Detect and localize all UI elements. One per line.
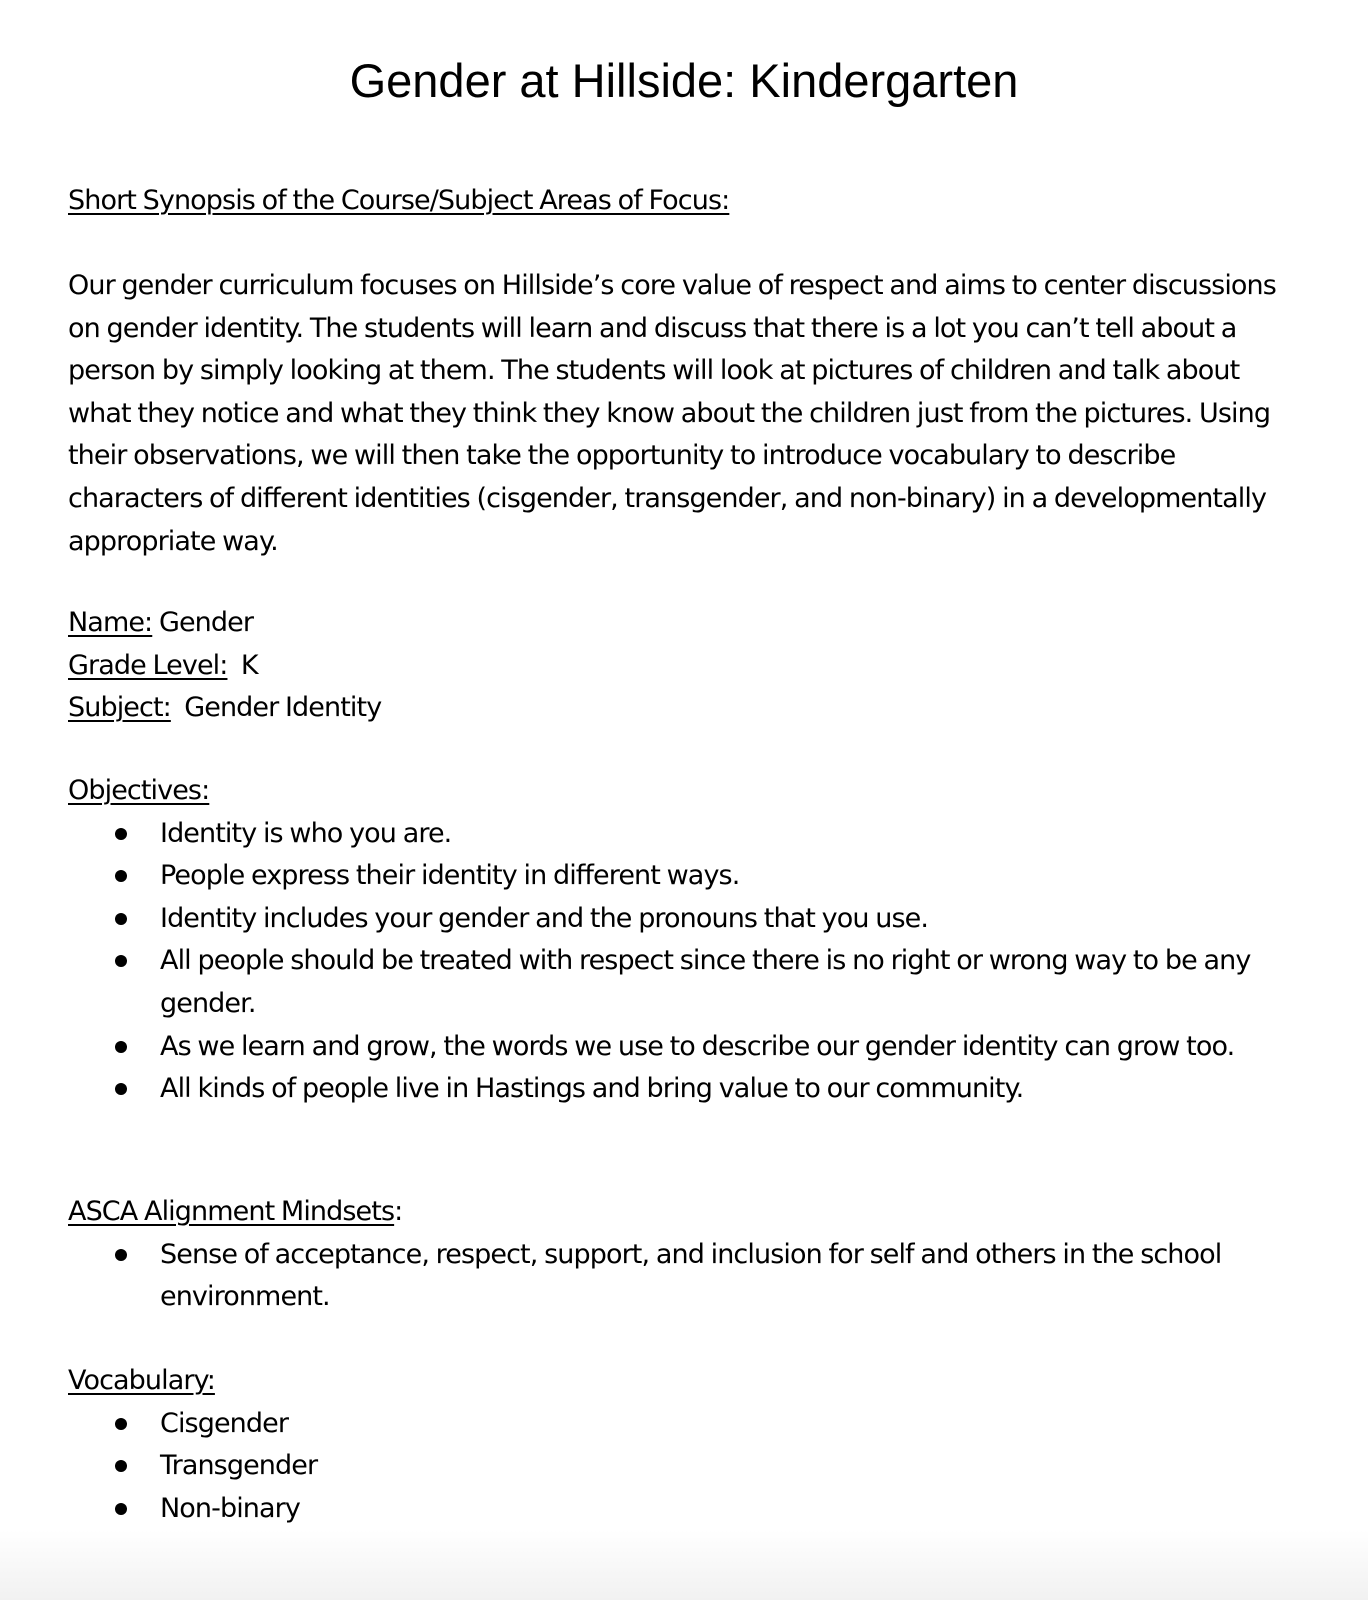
objectives-section [68, 770, 1298, 1111]
field-grade-level-label: Grade Level: [68, 649, 228, 681]
objective-text: As we learn and grow, the words we use to describe our gender identity can grow too. [160, 1030, 1235, 1062]
asca-item [68, 1234, 1280, 1319]
bullet-icon [115, 1249, 127, 1261]
course-fields [68, 602, 1298, 730]
vocabulary-term: Transgender [160, 1450, 318, 1482]
bullet-icon [115, 828, 127, 840]
asca-text: Sense of acceptance, respect, support, and inclusion for self and others in the school environment. [160, 1238, 1222, 1313]
bullet-icon [115, 1083, 127, 1095]
vocabulary-item [68, 1488, 1280, 1531]
objective-text: All people should be treated with respect since there is no right or wrong way to be any gender. [160, 945, 1251, 1019]
asca-heading-colon: : [394, 1196, 403, 1227]
asca-section [68, 1191, 1298, 1319]
synopsis-body [68, 265, 1298, 563]
bullet-icon [115, 955, 127, 967]
objective-item [68, 855, 1280, 898]
bullet-icon [115, 913, 127, 925]
objective-text: Identity is who you are. [160, 817, 452, 849]
field-name-label: Name: [68, 607, 153, 638]
field-subject-value: Gender Identity [184, 692, 382, 724]
objective-item [68, 898, 1280, 941]
vocabulary-term: Cisgender [160, 1407, 289, 1439]
field-subject [68, 687, 1298, 730]
vocabulary-item [68, 1403, 1280, 1446]
objective-text: People express their identity in different ways. [160, 860, 740, 892]
objective-item [68, 940, 1280, 1025]
vocabulary-heading: Vocabulary: [68, 1365, 215, 1396]
objective-item [68, 1026, 1280, 1069]
asca-list [68, 1234, 1298, 1319]
objectives-heading: Objectives: [68, 775, 210, 806]
vocabulary-term: Non-binary [160, 1492, 300, 1524]
page-bottom-shadow [0, 1530, 1368, 1600]
bullet-icon [115, 1418, 127, 1430]
document-title: Gender at Hillside: Kindergarten [349, 54, 1019, 107]
synopsis-section [68, 180, 1298, 223]
bullet-icon [115, 870, 127, 882]
bullet-icon [115, 1460, 127, 1472]
objective-item [68, 1068, 1280, 1111]
field-name [68, 602, 1298, 645]
field-name-value: Gender [158, 607, 254, 638]
field-grade-level [68, 645, 1298, 688]
bullet-icon [115, 1503, 127, 1515]
asca-heading: ASCA Alignment Mindsets [68, 1196, 395, 1227]
field-subject-label: Subject: [68, 692, 171, 724]
field-grade-level-value: K [240, 649, 258, 681]
vocabulary-section [68, 1360, 1298, 1530]
vocabulary-list [68, 1403, 1298, 1531]
objectives-list [68, 813, 1298, 1111]
objective-text: All kinds of people live in Hastings and bring value to our community. [160, 1073, 1024, 1105]
vocabulary-item [68, 1445, 1280, 1488]
synopsis-paragraph: Our gender curriculum focuses on Hillside’s core value of respect and aims to center discussions on gender identity. The students will learn and discuss that there is a lot you can’t tell about a person by simply looking at them. The students will look at pictures of children and talk about what they notice and what they think they know about the children just from the pictures. Using their observations, we will then take the opportunity to introduce vocabulary to describe characters of different identities (cisgender, transgender, and non-binary) in a developmentally appropriate way. [68, 270, 1276, 557]
synopsis-heading: Short Synopsis of the Course/Subject Areas of Focus: [68, 185, 730, 216]
objective-item [68, 813, 1280, 856]
objective-text: Identity includes your gender and the pronouns that you use. [160, 902, 929, 934]
bullet-icon [115, 1041, 127, 1053]
